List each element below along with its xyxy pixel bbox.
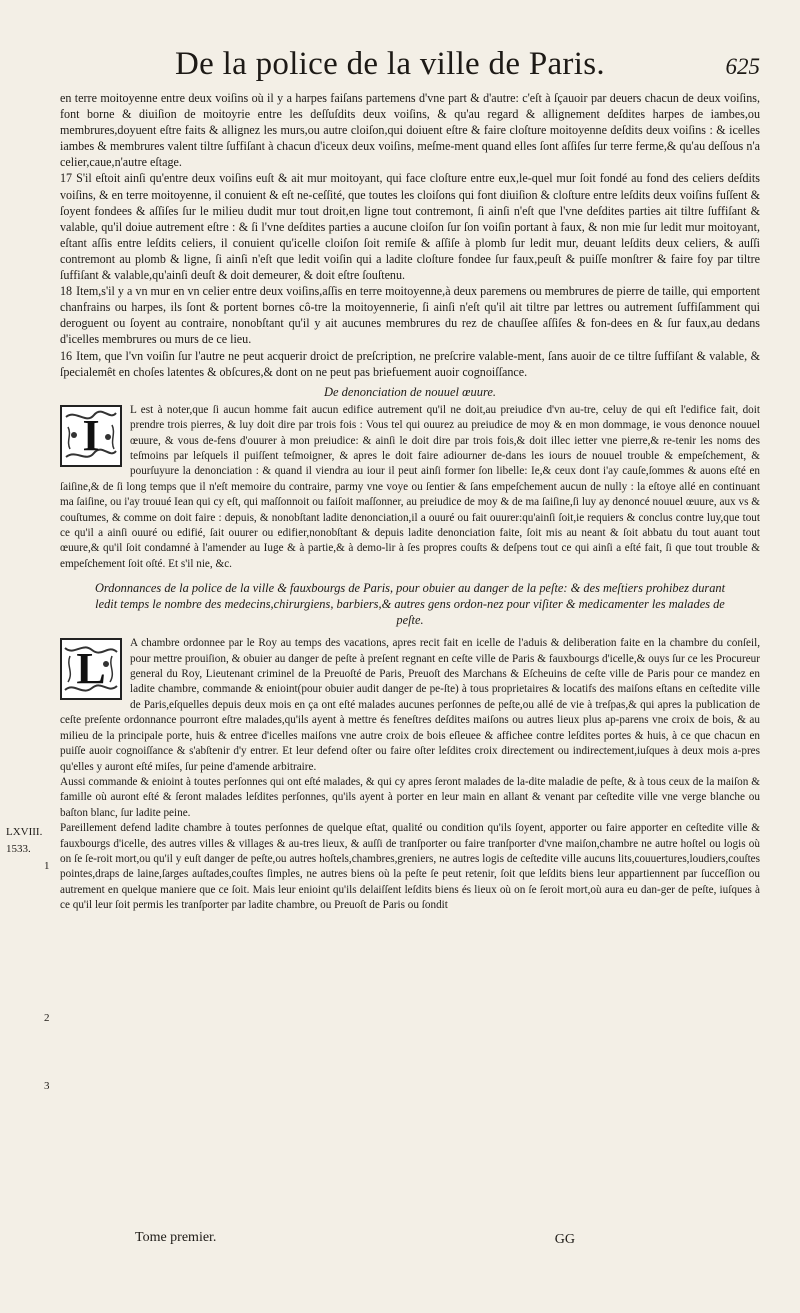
margin-note-number: 1 <box>44 860 50 872</box>
main-text <box>60 90 760 914</box>
ordinance-paragraph-2: Aussi commande & enioint à toutes perſonnes qui ont eſté malades, & qui cy apres ſeront malades de la-dite maladie de peſte, & à tous ceux de la maiſon & famille où auront eſté & ſeront malades leſdites perſonnes, qu'ils ayent à porter en leur main en allant & venant par ceſtedite ville vne verge blanche ou baſton blanc, ſur ladite peine. <box>60 775 760 819</box>
initial-letter: I <box>82 410 100 460</box>
article-16 <box>60 348 760 380</box>
article-text: Item, que l'vn voiſin ſur l'autre ne peut acquerir droict de preſcription, ne preſcrire valable-ment, ſans auoir de ce tiltre ſuffiſant & valable, & ſpecialemêt en choſes latentes & obſcures,& dont on ne peut pas briefuement auoir cognoiſſance. <box>60 348 760 379</box>
initial-letter: L <box>76 644 106 694</box>
margin-note-chapter: LXVIII. <box>6 826 43 838</box>
article-number: 16 <box>60 348 73 363</box>
ordinance-heading: Ordonnances de la police de la ville & fauxbourgs de Paris, pour obuier au danger de la peſte: & des meſtiers prohibez durant ledit temps le nombre des medecins,chirurgiens, barbiers,& autres gens ordon-nez pour viſiter & medicamenter les malades de peſte. <box>94 581 726 628</box>
page-footer <box>135 1230 575 1246</box>
article-text: S'il eſtoit ainſi qu'entre deux voiſins euſt & ait mur moitoyant, qui face cloſture entre eux,le-quel mur ſoit fondé au fond des celiers deſdits voiſins, & en terre moitoyenne, il conuient & eſt ne-ceſſité, que toutes les cloiſons qui font diuiſion & cloſture entre leſdits deux voiſins fuſſent & ſoyent fondees & aſſiſes ſur le milieu dudit mur tout droit,en ligne tout contremont, ſi ainſi n'eſt que l'vne deſdites parties ait tiltre ſuffiſant & valable, qu'il doiue autrement eſtre : & ſi l'vne deſdites parties a aucune cloiſon ſur ſon voiſin portant à faux, & non mie ſur ledit mur moitoyant, eſtant aſſis entre leſdits celiers, il conuient qu'icelle cloiſon ſoit remiſe & aſſiſe à plomb ſur ledit mur, deuant leſdits deux celiers, & auſſi contremont au plomb & ligne, ſi ainſi n'eſt que ledit voiſin qui a ladite cloſture fondee ſur faux,peuſt & puiſſe monſtrer & faire foy par tiltre ſuffiſant & valable,qu'ainſi deuſt & doit demeurer, & doit eſtre ſouſtenu. <box>60 171 760 283</box>
ordinance-text: A chambre ordonnee par le Roy au temps des vacations, apres recit fait en icelle de l'aduis & deliberation faite en la chambre du conſeil, pour mettre prouiſion, & obuier au danger de peſte à preſent regnant en ceſte ville de Paris & fauxbourgs d'icelle,& ouys ſur ce les Procureur general du Roy, Lieutenant criminel de la Preuoſté de Paris, Preuoſt des Marchans & Eſcheuins de ceſte ville de Paris pour ce mandez en ladite chambre, commande & enioint(pour obuier audit danger de pe-ſte) à tous proprietaires & locatifs des maiſons eſtans en ceſtedite ville de Paris,eſquelles depuis deux mois en ça ont eſté malades aucunes perſonnes de peſte,ou allé de vie à treſpas,& qui apres la publication de ceſte preſente ordonnance pourront eſtre malades,qu'ils ayent à mettre és feneſtres deſdites maiſons ou autres lieux plus ap-parens vne croix de bois, & au milieu de la principale porte, huis & entree d'icelles maiſons vne autre croix de bois eſleuee & affichee contre leſdites portes & huis, à ce que chacun en puiſſe auoir cognoiſſance & s'abſtenir d'y entrer. Et leur defend oſter ou faire oſter leſdites croix directement ou indirectement,iuſques à deux mois a-pres qu'elles y auront eſté miſes, ſur peine d'amende arbitraire. <box>60 637 760 773</box>
ordinance-paragraph-3: Pareillement defend ladite chambre à toutes perſonnes de quelque eſtat, qualité ou condition qu'ils ſoyent, apporter ou faire apporter en ceſtedite ville & fauxbourgs d'icelle, des autres villes & villages & au-tres lieux, & auſſi de tranſporter ou faire tranſporter d'vne maiſon,chambre ne autre hoſtel ou logis où on ſe ſe-roit mort,ou qu'il y euſt danger de peſte,ou autres hoſtels,chambres,greniers, ne autres logis de ceſtedite ville aucuns lits,couuertures,loudiers,couſtes pointes,draps de laine,ſarges auſtades,couſtes ſimples, ne autres biens où la peſte ſe peut retenir, ſoit que leſdits biens leur appartiennent par ſucceſſion ou autrement en quelque maniere que ce ſoit. Mais leur enioint qu'ils delaiſſent leſdits biens és lieux où on ſe ſeroit mort,où aura eu dan-ger de peſte, iuſques à ce qu'il leur ſoit permis les tranſporter par ladite chambre, ou Preuoſt de Paris ou ſondit <box>60 822 760 912</box>
running-head <box>60 40 760 92</box>
article-number: 17 <box>60 171 73 186</box>
ordinance-paragraph-1 <box>60 636 760 775</box>
denonciation-text: L est à noter,que ſi aucun homme fait aucun edifice autrement qu'il ne doit,au preiudice d'vn au-tre, celuy de qui eſt l'edifice fait, doit prendre trois pierres, & luy doit dire par trois fois : Vous tel qui ouurez au preiudice de moy & en mon dommage, ie vous denonce nouuel œuure, & vous de-fens d'ouurer à mon preiudice: & ainſi le doit dire par trois fois,& doit illec ietter vne pierre,& re-tenir les noms des teſmoins par leſquels il puiſſent teſmoigner, & apres le doit faire adiourner de-dans les iours de nouuel trouble & empeſchement, & pourſuyure la denonciation : & quand il viendra au iour il peut ainſi former ſon libelle: Ie,& ceux dont i'ay cauſe,ſommes & auons eſté en ſaiſine,& de ſi long temps que il n'eſt memoire du contraire, parmy vne voye ou ſentier & ſans empeſchement aucun de nully : la eſtoye allé en continuant ma ſaiſine, ou i'ay trouué Iean qui cy eſt, qui maſſonnoit ou faiſoit maſſonner, au preiudice de moy & de ma ſaiſine,ſi luy ay denoncé nouuel œuure, aux vs & couſtumes, & comme on doit faire : depuis, & nonobſtant ladite denonciation,il a ouuré ou fait ouurer:qu'ainſi ſoit,ie requiers & conclus contre luy,que tout ce qu'il a ainſi ouuré ou edifié, ſait ouurer ou edifier,nonobſtant & depuis ladite denonciation faite, ſoit mis au neant & ſoit abbatu du tout auant tout œuure,& qu'il ſoit condamné à l'amender au Iuge & à partie,& à demo-lir à ſes propres couſts & deſpens tout ce qui ainſi a eſté fait, ſi que tout trouble & empeſchement ſoit oſté. Et s'il nie, &c. <box>60 403 760 570</box>
page-number: 625 <box>725 54 760 79</box>
ornamental-initial <box>60 638 122 700</box>
running-title: De la police de la ville de Paris. <box>175 46 605 82</box>
article-number: 18 <box>60 284 73 299</box>
section-heading: De denonciation de nouuel œuure. <box>323 384 497 399</box>
catchword: Tome premier. <box>135 1230 217 1245</box>
article-18 <box>60 283 760 347</box>
article-17 <box>60 170 760 283</box>
margin-note-number: 3 <box>44 1080 50 1092</box>
margin-note-year: 1533. <box>6 843 31 855</box>
margin-note-number: 2 <box>44 1012 50 1024</box>
signature-mark: GG <box>554 1232 575 1247</box>
article-text: Item,s'il y a vn mur en vn celier entre deux voiſins,aſſis en terre moitoyenne,à deux paremens ou membrures de pierre de taille, qui emportent chanfrains ou harpes, ils ſont & portent bornes cô-tre la moitoyennerie, ſi ainſi n'eſt qu'il ait tiltre par lettres ou autrement ſuffiſamment qui deroguent ou ſoyent au contraire, nonobſtant qu'il y ait aucunes membrures du rez de chauſſee aſſiſes & fon-dees en & ſur faux,au dedans d'icelles membrures ou murs de ce lieu. <box>60 284 760 347</box>
ornamental-initial <box>60 405 122 467</box>
denonciation-paragraph <box>60 403 760 572</box>
paragraph-continuation: en terre moitoyenne entre deux voiſins où il y a harpes faiſans partemens d'vne part & d'autre: c'eſt à ſçauoir par deuers chacun de deux voiſins, font borne & diuiſion de moitoyrie entre les deſſuſdits deux voiſins, & qu'au regard & allignement deſdites harpes de iambes,ou membrures,doyuent eſtre faits & allignez les murs,ou autre cloiſon,qui doiuent eſtre & faire cloſture moitoyenne deſdits deux voiſins : & icelles iambes & membrures valent tiltre ſuffiſant à chacun d'iceux deux voiſins, meſme-ment quand elles ſont aſſiſes ſur terre ferme,& qu'au deſſous n'a celier,caue,n'autre eſtage. <box>60 91 760 170</box>
